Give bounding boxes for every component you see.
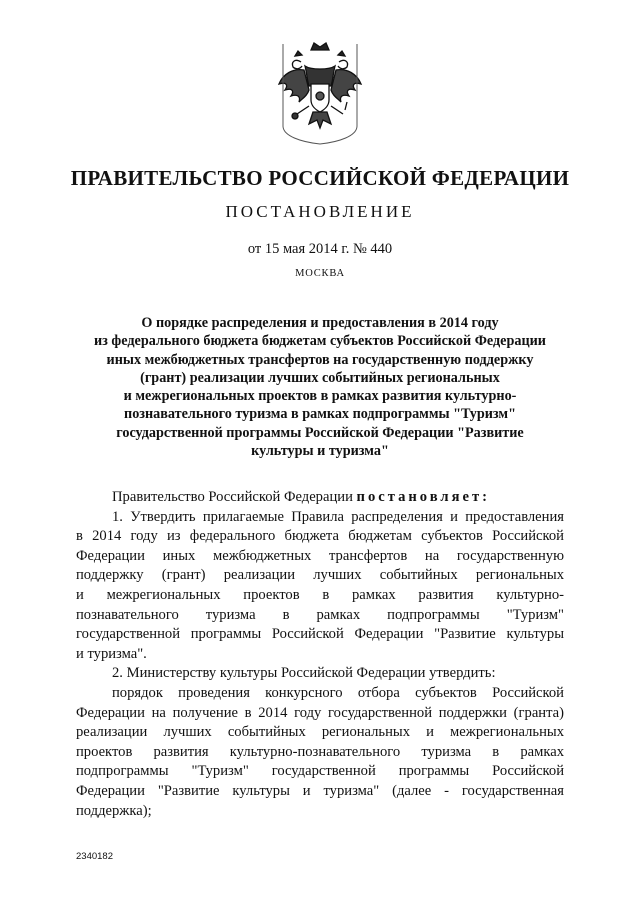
document-kind: ПОСТАНОВЛЕНИЕ — [225, 202, 415, 221]
item2a-line: Федерации "Развитие культуры и туризма" (далее - государственная — [76, 782, 564, 799]
title-line: познавательного туризма в рамках подпрограммы "Туризм" — [124, 406, 516, 423]
title-line: культуры и туризма" — [251, 443, 389, 460]
document-body — [76, 488, 564, 821]
title-line: из федерального бюджета бюджетам субъектов Российской Федерации — [94, 333, 546, 350]
preamble — [76, 488, 564, 508]
russian-coat-of-arms-icon — [271, 40, 369, 146]
title-line: (грант) реализации лучших событийных региональных — [140, 369, 500, 386]
title-line: иных межбюджетных трансфертов на государственную поддержку — [106, 351, 534, 368]
document-code: 2340182 — [76, 851, 113, 862]
title-line: О порядке распределения и предоставления в 2014 году — [141, 315, 499, 331]
item1-line: и межрегиональных проектов в рамках развития культурно- — [76, 586, 564, 603]
item1-line: поддержку (грант) реализации лучших событийных региональных — [76, 567, 564, 584]
preamble-decides: постановляет: — [356, 489, 490, 505]
item1-line: Федерации иных межбюджетных трансфертов на государственную — [76, 547, 564, 564]
item1-line: в 2014 году из федерального бюджета бюджетам субъектов Российской — [76, 528, 564, 545]
item2a-line: поддержка); — [76, 802, 152, 819]
item2: 2. Министерству культуры Российской Федерации утвердить: — [112, 665, 496, 682]
document-city: МОСКВА — [295, 268, 345, 279]
item2a-line: порядок проведения конкурсного отбора субъектов Российской — [112, 684, 564, 701]
preamble-text: Правительство Российской Федерации — [112, 489, 357, 505]
title-line: государственной программы Российской Федерации "Развитие — [116, 424, 524, 441]
item2a-line: подпрограммы "Туризм" государственной программы Российской — [76, 763, 564, 780]
document-title — [70, 314, 570, 460]
item1-line: и туризма". — [76, 645, 147, 662]
item1-line: 1. Утвердить прилагаемые Правила распределения и предоставления — [112, 508, 564, 525]
title-line: и межрегиональных проектов в рамках развития культурно- — [123, 388, 517, 405]
document-date-number: от 15 мая 2014 г. № 440 — [247, 241, 393, 257]
item1-line: познавательного туризма в рамках подпрограммы "Туризм" — [76, 606, 564, 623]
item2a-line: Федерации на получение в 2014 году государственной поддержки (гранта) — [76, 704, 564, 721]
item2a-line: проектов развития культурно-познавательного туризма в рамках — [76, 743, 564, 760]
government-name: ПРАВИТЕЛЬСТВО РОССИЙСКОЙ ФЕДЕРАЦИИ — [70, 166, 570, 190]
item2a-line: реализации лучших событийных региональных и межрегиональных — [76, 724, 564, 741]
item1-line: государственной программы Российской Федерации "Развитие культуры — [76, 626, 564, 643]
